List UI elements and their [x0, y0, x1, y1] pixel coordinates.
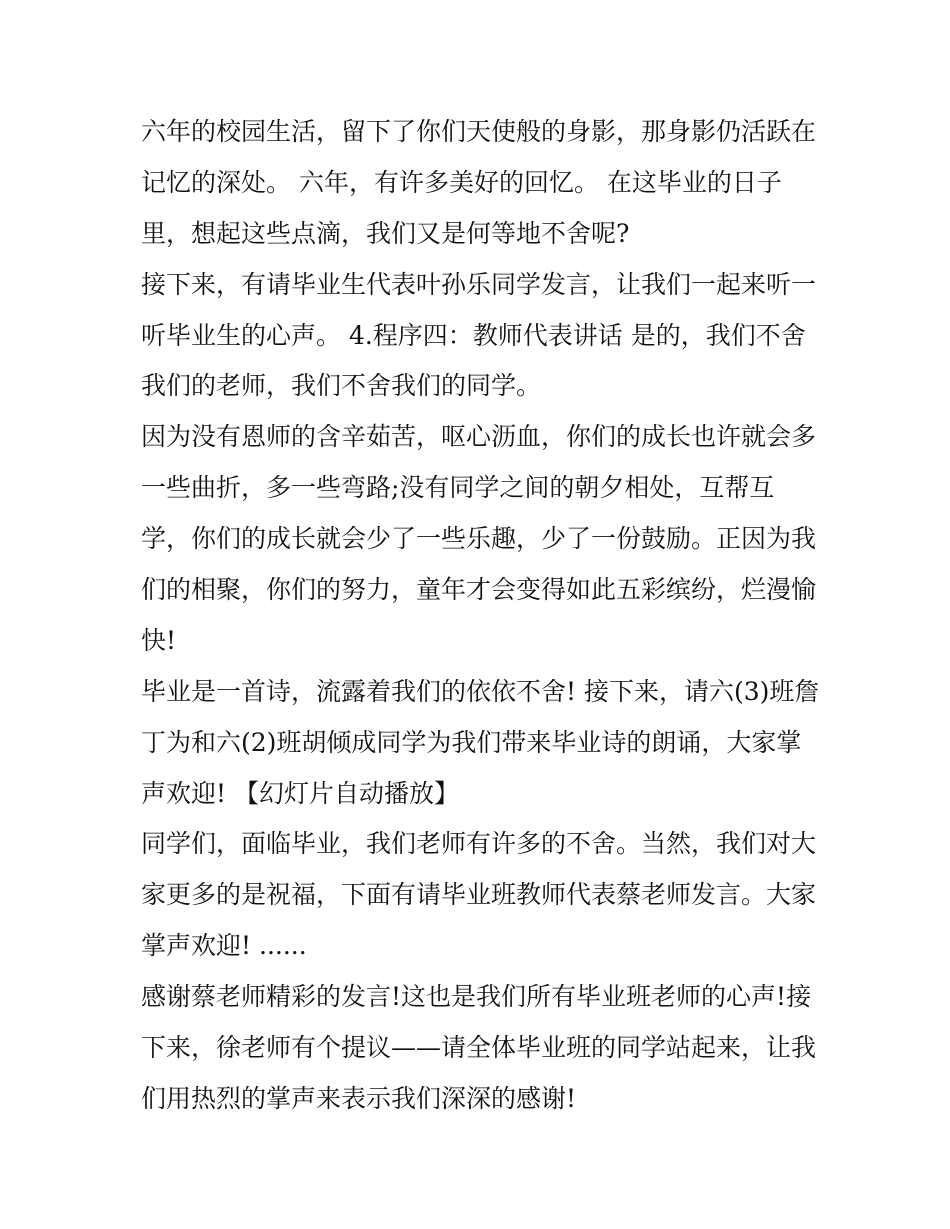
text-line: 记忆的深处。 六年，有许多美好的回忆。 在这毕业的日子	[141, 167, 782, 197]
text-line: 毕业是一首诗，流露着我们的依依不舍! 接下来，请六(3)班詹	[141, 676, 820, 706]
text-line: 们的相聚，你们的努力，童年才会变得如此五彩缤纷，烂漫愉	[141, 575, 817, 605]
text-line: 下来，徐老师有个提议——请全体毕业班的同学站起来，让我	[141, 1033, 817, 1063]
text-line: 我们的老师，我们不舍我们的同学。	[141, 371, 542, 401]
text-line: 快!	[141, 625, 177, 655]
text-line: 里，想起这些点滴，我们又是何等地不舍呢?	[141, 218, 630, 248]
text-line: 们用热烈的掌声来表示我们深深的感谢!	[141, 1083, 577, 1113]
text-line: 同学们，面临毕业，我们老师有许多的不舍。当然，我们对大	[141, 829, 817, 859]
text-line: 因为没有恩师的含辛茹苦，呕心沥血，你们的成长也许就会多	[141, 422, 817, 452]
text-line: 声欢迎! 【幻灯片自动播放】	[141, 778, 459, 808]
text-line: 丁为和六(2)班胡倾成同学为我们带来毕业诗的朗诵，大家掌	[141, 727, 802, 757]
text-line: 掌声欢迎! ......	[141, 931, 307, 961]
text-line: 学，你们的成长就会少了一些乐趣，少了一份鼓励。正因为我	[141, 524, 817, 554]
text-line: 家更多的是祝福，下面有请毕业班教师代表蔡老师发言。大家	[141, 880, 817, 910]
document-body	[141, 107, 820, 1125]
text-line: 听毕业生的心声。 4.程序四：教师代表讲话 是的，我们不舍	[141, 320, 806, 350]
text-line: 六年的校园生活，留下了你们天使般的身影，那身影仍活跃在	[141, 117, 817, 146]
text-line: 感谢蔡老师精彩的发言!这也是我们所有毕业班老师的心声!接	[141, 982, 812, 1012]
text-line: 一些曲折，多一些弯路;没有同学之间的朝夕相处，互帮互	[141, 473, 775, 503]
text-line: 接下来，有请毕业生代表叶孙乐同学发言，让我们一起来听一	[141, 269, 817, 299]
